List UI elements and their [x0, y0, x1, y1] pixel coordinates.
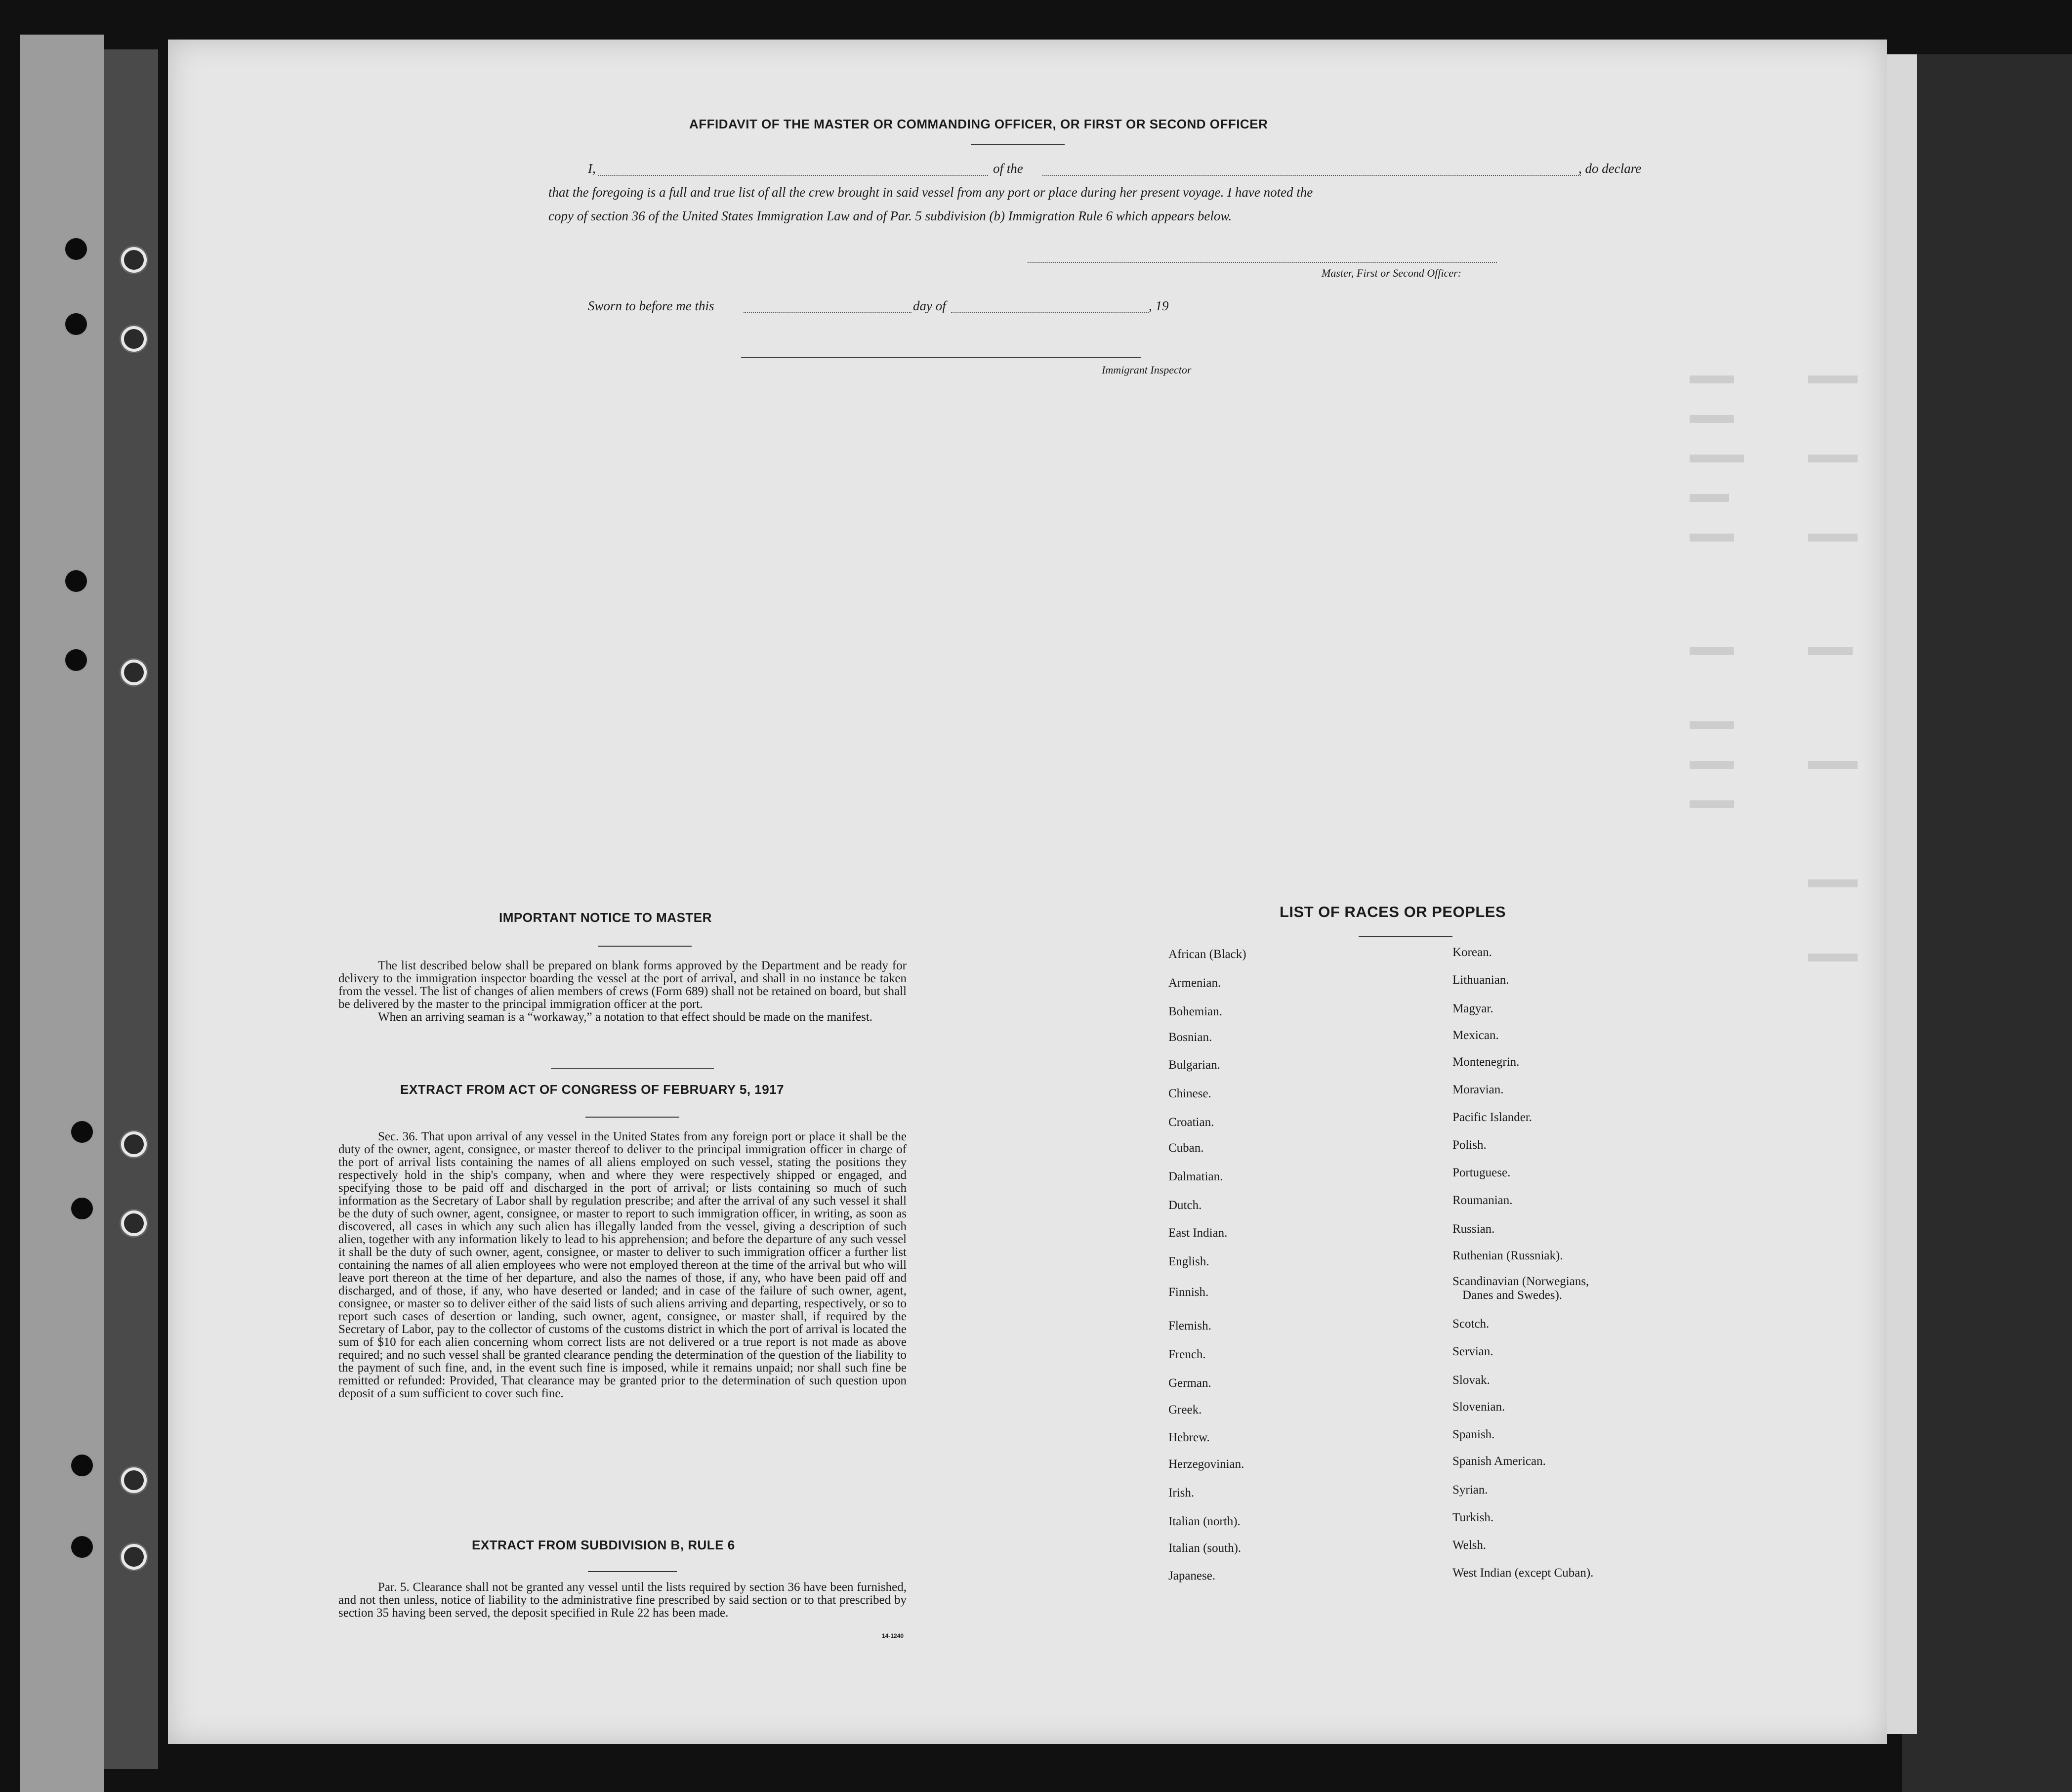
race-left: German. — [1168, 1376, 1211, 1390]
binder-ring — [121, 1467, 147, 1493]
race-left: Flemish. — [1168, 1319, 1211, 1333]
race-right: Slovak. — [1452, 1374, 1490, 1387]
day-of-label: day of — [913, 298, 946, 313]
race-left: Bosnian. — [1168, 1031, 1212, 1044]
race-left: Armenian. — [1168, 976, 1221, 990]
vessel-field[interactable] — [1042, 175, 1581, 176]
binder-ring — [121, 247, 147, 273]
title-underline — [971, 144, 1065, 145]
race-left: English. — [1168, 1255, 1209, 1268]
document-page — [168, 40, 1887, 1744]
year-label: , 19 — [1149, 298, 1169, 313]
punch-hole — [69, 1534, 95, 1560]
race-right: Polish. — [1452, 1138, 1487, 1152]
race-right-continuation: Danes and Swedes). — [1462, 1289, 1563, 1302]
punch-hole — [63, 311, 89, 337]
notice-title-underline — [598, 946, 692, 947]
race-left: Finnish. — [1168, 1286, 1209, 1299]
race-right: Spanish American. — [1452, 1455, 1546, 1468]
sworn-month-field[interactable] — [951, 312, 1149, 313]
race-right: Korean. — [1452, 946, 1492, 959]
signature-field[interactable] — [1028, 262, 1497, 263]
race-left: Herzegovinian. — [1168, 1458, 1244, 1471]
race-right: Portuguese. — [1452, 1166, 1511, 1179]
race-right: Montenegrin. — [1452, 1055, 1520, 1069]
races-title-underline — [1359, 936, 1452, 937]
race-left: Italian (north). — [1168, 1515, 1241, 1528]
binder-ring — [121, 1131, 147, 1157]
race-left: Japanese. — [1168, 1569, 1216, 1583]
affidavit-declare-label: , do declare — [1578, 161, 1642, 176]
race-left: Italian (south). — [1168, 1542, 1242, 1555]
punch-hole — [69, 1453, 95, 1478]
race-right: Scandinavian (Norwegians, — [1452, 1275, 1589, 1288]
race-right: Spanish. — [1452, 1428, 1495, 1441]
affidavit-of-the-label: of the — [993, 161, 1023, 176]
par-5-text: Par. 5. Clearance shall not be granted any vessel until the lists required by section 36 have been furnished, and not then unless, notice of liability to the administrative fine prescribed by said section or to that prescribed by section 35 having been served, the deposit specified in Rule 22 has been made. — [338, 1581, 907, 1620]
notice-title: IMPORTANT NOTICE TO MASTER — [499, 910, 712, 925]
notice-paragraph-2: When an arriving seaman is a “workaway,” a notation to that effect should be made on the manifest. — [378, 1010, 873, 1024]
race-left: Irish. — [1168, 1486, 1195, 1500]
sworn-label: Sworn to before me this — [588, 298, 714, 313]
races-title: LIST OF RACES OR PEOPLES — [1280, 903, 1506, 920]
binder-ring — [121, 1210, 147, 1236]
race-right: Turkish. — [1452, 1511, 1494, 1524]
race-left: Bohemian. — [1168, 1005, 1223, 1018]
affidavit-line-3: copy of section 36 of the United States Immigration Law and of Par. 5 subdivision (b) Immigration Rule 6 which appears below. — [548, 208, 1232, 223]
race-right: Roumanian. — [1452, 1194, 1513, 1207]
race-right: Moravian. — [1452, 1083, 1504, 1096]
extract-rule-title: EXTRACT FROM SUBDIVISION B, RULE 6 — [472, 1538, 735, 1552]
punch-hole — [63, 236, 89, 262]
form-number: 14-1240 — [882, 1632, 904, 1639]
race-left: Chinese. — [1168, 1087, 1211, 1100]
punch-hole — [69, 1119, 95, 1145]
punch-hole — [69, 1196, 95, 1221]
binder-ring — [121, 326, 147, 352]
affidavit-line-2: that the foregoing is a full and true list of all the crew brought in said vessel from any port or place during her present voyage. I have noted the — [548, 185, 1313, 200]
race-right: Magyar. — [1452, 1002, 1493, 1015]
section-divider — [551, 1068, 714, 1069]
race-left: Hebrew. — [1168, 1431, 1210, 1444]
extract-act-title: EXTRACT FROM ACT OF CONGRESS OF FEBRUARY 5, 1917 — [400, 1082, 785, 1097]
punch-hole — [63, 647, 89, 673]
notice-paragraph-1: The list described below shall be prepared on blank forms approved by the Department and be ready for delivery to the immigration inspector boarding the vessel at the port of arrival, and shall in no instance be taken from the vessel. The list of changes of alien members of crews (Form 689) shall not be retained on board, but shall be delivered by the master to the principal immigration officer at the port. — [338, 959, 907, 1011]
binder-strip-left — [20, 35, 104, 1792]
binder-strip-left-shadow — [104, 49, 158, 1769]
binder-ring — [121, 1544, 147, 1570]
affidavit-title: AFFIDAVIT OF THE MASTER OR COMMANDING OFFICER, OR FIRST OR SECOND OFFICER — [689, 117, 1268, 131]
race-left: Dutch. — [1168, 1199, 1202, 1212]
race-right: Scotch. — [1452, 1317, 1490, 1331]
extract-act-underline — [585, 1117, 679, 1118]
race-right: Syrian. — [1452, 1483, 1488, 1497]
race-left: Bulgarian. — [1168, 1058, 1220, 1072]
race-left: Greek. — [1168, 1403, 1202, 1417]
race-right: Russian. — [1452, 1222, 1495, 1236]
race-right: West Indian (except Cuban). — [1452, 1566, 1594, 1580]
race-left: French. — [1168, 1348, 1206, 1361]
extract-rule-underline — [588, 1571, 677, 1572]
race-right: Ruthenian (Russniak). — [1452, 1249, 1563, 1262]
race-left: Croatian. — [1168, 1116, 1214, 1129]
binder-strip-right — [1902, 54, 2072, 1792]
sworn-day-field[interactable] — [744, 312, 912, 313]
affidavit-i-label: I, — [588, 161, 596, 176]
race-left: East Indian. — [1168, 1226, 1228, 1240]
binder-ring — [121, 660, 147, 685]
next-page-edge — [1887, 54, 1917, 1734]
section-36-text: Sec. 36. That upon arrival of any vessel in the United States from any foreign port or place it shall be the duty of the owner, agent, consignee, or master thereof to deliver to the principal immigration officer in charge of the port of arrival lists containing the names of all aliens employed on such vessel, stating the positions they respectively hold in the ship's company, when and where they were respectively shipped or engaged, and specifying those to be paid off and discharged in the port of arrival; or lists containing so much of such information as the Secretary of Labor shall by regulation prescribe; and after the arrival of any such vessel it shall be the duty of such owner, agent, consignee, or master to report to such immigration officer, in writing, as soon as discovered, all cases in which any such alien has illegally landed from the vessel, giving a description of such alien, together with any information likely to lead to his apprehension; and before the departure of any such vessel it shall be the duty of such owner, agent, consignee, or master to deliver to such immigration officer a further list containing the names of all alien employees who were not employed thereon at the time of the arrival but who will leave port thereon at the time of her departure, and also the names of those, if any, who have been paid off and discharged, and of those, if any, who have deserted or landed; and in case of the failure of such owner, agent, consignee, or master so to deliver either of the said lists of such aliens arriving and departing, respectively, or so to report such cases of desertion or landing, such owner, agent, consignee, or master shall, if required by the Secretary of Labor, pay to the collector of customs of the customs district in which the port of arrival is located the sum of $10 for each alien concerning whom correct lists are not delivered or a true report is not made as above required; and no such vessel shall be granted clearance pending the determination of the question of the liability to the payment of such fine, and, in the event such fine is imposed, while it remains unpaid; nor shall such fine be remitted or refunded: Provided, That clearance may be granted prior to the determination of such question upon deposit of a sum sufficient to cover such fine. — [338, 1130, 907, 1400]
race-right: Lithuanian. — [1452, 973, 1509, 987]
signature-label: Master, First or Second Officer: — [1322, 267, 1461, 279]
inspector-signature-line[interactable] — [741, 357, 1141, 358]
race-left: Cuban. — [1168, 1141, 1204, 1155]
race-right: Mexican. — [1452, 1029, 1499, 1042]
race-right: Pacific Islander. — [1452, 1111, 1533, 1124]
race-left: African (Black) — [1168, 948, 1246, 961]
race-right: Slovenian. — [1452, 1400, 1505, 1414]
name-field[interactable] — [598, 175, 988, 176]
race-left: Dalmatian. — [1168, 1170, 1223, 1183]
punch-hole — [63, 568, 89, 594]
inspector-label: Immigrant Inspector — [1102, 364, 1192, 376]
race-right: Servian. — [1452, 1345, 1493, 1358]
race-right: Welsh. — [1452, 1539, 1487, 1552]
